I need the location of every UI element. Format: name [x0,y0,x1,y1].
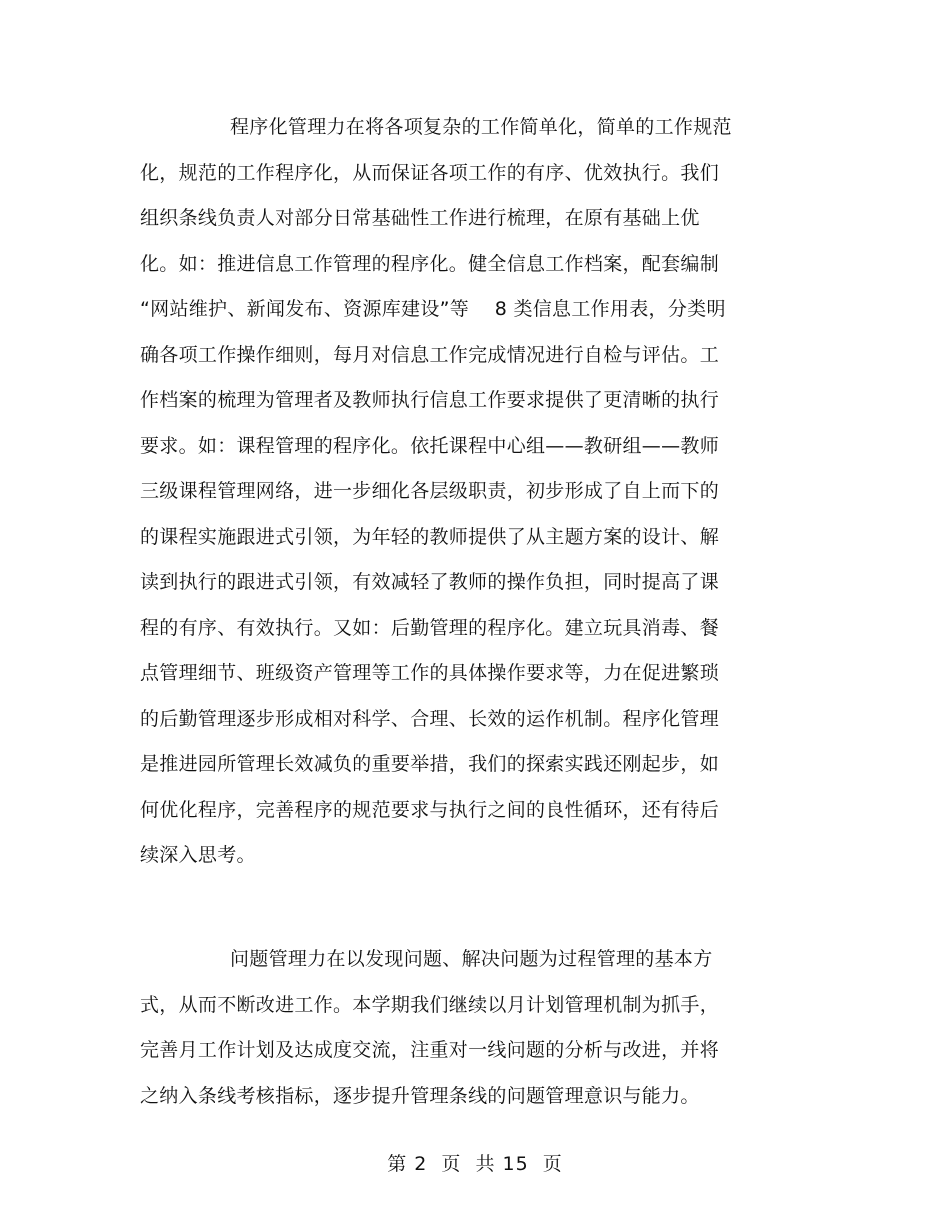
text-line: “网站维护、新闻发布、资源库建设”等 8 类信息工作用表，分类明 [140,298,726,320]
text-line: 何优化程序，完善程序的规范要求与执行之间的良性循环，还有待后 [140,798,720,821]
text-line: 续深入思考。 [140,844,256,866]
text-line: 组织条线负责人对部分日常基础性工作进行梳理，在原有基础上优 [140,207,700,229]
text-line: 化，规范的工作程序化，从而保证各项工作的有序、优效执行。我们 [140,161,720,184]
paragraph-procedural-management [140,105,790,879]
text-line: 读到执行的跟进式引领，有效减轻了教师的操作负担，同时提高了课 [140,571,720,593]
text-line: 化。如：推进信息工作管理的程序化。健全信息工作档案，配套编制 [140,252,720,275]
text-line: 三级课程管理网络，进一步细化各层级职责，初步形成了自上而下的 [140,480,720,502]
text-line: 是推进园所管理长效减负的重要举措，我们的探索实践还刚起步，如 [140,753,720,775]
text-line: 的后勤管理逐步形成相对科学、合理、长效的运作机制。程序化管理 [140,707,720,730]
text-line: 完善月工作计划及达成度交流，注重对一线问题的分析与改进，并将 [140,1039,720,1061]
text-line: 之纳入条线考核指标，逐步提升管理条线的问题管理意识与能力。 [140,1084,700,1107]
text-line: 点管理细节、班级资产管理等工作的具体操作要求等，力在促进繁琐 [140,662,720,684]
text-line: 程的有序、有效执行。又如：后勤管理的程序化。建立玩具消毒、餐 [140,616,720,639]
page-number-footer: 第 2 页 共 15 页 [387,1153,563,1175]
text-line: 作档案的梳理为管理者及教师执行信息工作要求提供了更清晰的执行 [140,389,720,411]
text-line: 确各项工作操作细则，每月对信息工作完成情况进行自检与评估。工 [140,343,720,366]
text-line: 的课程实施跟进式引领，为年轻的教师提供了从主题方案的设计、解 [140,525,720,548]
text-line: 要求。如：课程管理的程序化。依托课程中心组——教研组——教师 [140,434,720,457]
paragraph-problem-management [140,937,790,1119]
text-line: 问题管理力在以发现问题、解决问题为过程管理的基本方 [230,948,713,970]
text-line: 式，从而不断改进工作。本学期我们继续以月计划管理机制为抓手， [140,993,720,1016]
text-line: 程序化管理力在将各项复杂的工作简单化，简单的工作规范 [230,116,732,138]
